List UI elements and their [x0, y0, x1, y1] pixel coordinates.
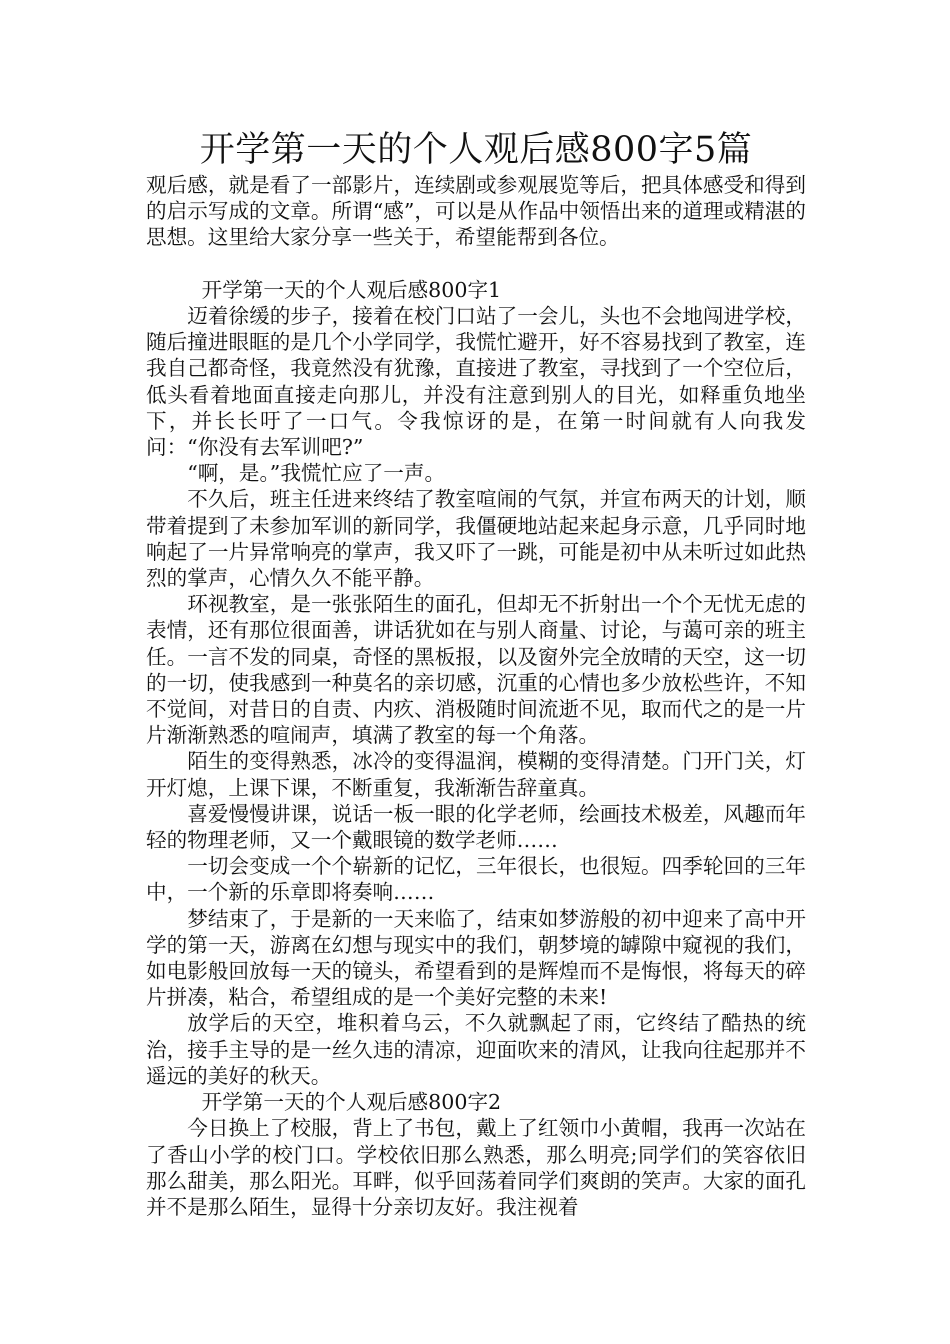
body-paragraph: 一切会变成一个个崭新的记忆，三年很长，也很短。四季轮回的三年中，一个新的乐章即将奏响…… — [146, 854, 806, 905]
document-page — [146, 128, 806, 1220]
body-paragraph: 迈着徐缓的步子，接着在校门口站了一会儿，头也不会地闯进学校，随后撞进眼眶的是几个小学同学，我慌忙避开，好不容易找到了教室，连我自己都奇怪，我竟然没有犹豫，直接进了教室，寻找到了一个空位后，低头看着地面直接走向那儿，并没有注意到别人的目光，如释重负地坐下，并长长吁了一口气。令我惊讶的是，在第一时间就有人向我发问：“你没有去军训吧?” — [146, 304, 806, 460]
section-heading-2: 开学第一天的个人观后感800字2 — [201, 1090, 502, 1115]
body-paragraph: 梦结束了，于是新的一天来临了，结束如梦游般的初中迎来了高中开学的第一天，游离在幻想与现实中的我们，朝梦境的罅隙中窥视的我们，如电影般回放每一天的镜头，希望看到的是辉煌而不是悔恨，将每天的碎片拼凑，粘合，希望组成的是一个美好完整的未来! — [146, 906, 806, 1010]
body-paragraph: 喜爱慢慢讲课，说话一板一眼的化学老师，绘画技术极差，风趣而年轻的物理老师，又一个戴眼镜的数学老师…… — [146, 801, 806, 853]
document-title: 开学第一天的个人观后感800字5篇 — [199, 130, 753, 170]
body-paragraph: 不久后，班主任进来终结了教室喧闹的气氛，并宣布两天的计划，顺带着提到了未参加军训的新同学，我僵硬地站起来起身示意，几乎同时地响起了一片异常响亮的掌声，我又吓了一跳，可能是初中从未听过如此热烈的掌声，心情久久不能平静。 — [146, 487, 806, 591]
body-paragraph: “啊，是。”我慌忙应了一声。 — [187, 461, 446, 486]
blank-line — [146, 251, 806, 277]
body-paragraph: 环视教室，是一张张陌生的面孔，但却无不折射出一个个无忧无虑的表情，还有那位很面善，讲话犹如在与别人商量、讨论，与蔼可亲的班主任。一言不发的同桌，奇怪的黑板报，以及窗外完全放晴的天空，这一切的一切，使我感到一种莫名的亲切感，沉重的心情也多少放松些许，不知不觉间，对昔日的自责、内疚、消极随时间流逝不见，取而代之的是一片片渐渐熟悉的喧闹声，填满了教室的每一个角落。 — [146, 592, 806, 748]
section-heading-1: 开学第一天的个人观后感800字1 — [201, 277, 502, 302]
intro-paragraph: 观后感，就是看了一部影片，连续剧或参观展览等后，把具体感受和得到的启示写成的文章。所谓“感”，可以是从作品中领悟出来的道理或精湛的思想。这里给大家分享一些关于，希望能帮到各位。 — [146, 173, 806, 250]
body-paragraph: 今日换上了校服，背上了书包，戴上了红领巾小黄帽，我再一次站在了香山小学的校门口。学校依旧那么熟悉，那么明亮;同学们的笑容依旧那么甜美，那么阳光。耳畔，似乎回荡着同学们爽朗的笑声。大家的面孔并不是那么陌生，显得十分亲切友好。我注视着 — [146, 1116, 806, 1219]
body-paragraph: 放学后的天空，堆积着乌云，不久就飘起了雨，它终结了酷热的统治，接手主导的是一丝久违的清凉，迎面吹来的清风，让我向往起那并不遥远的美好的秋天。 — [146, 1011, 806, 1088]
body-paragraph: 陌生的变得熟悉，冰冷的变得温润，模糊的变得清楚。门开门关，灯开灯熄，上课下课，不断重复，我渐渐告辞童真。 — [146, 749, 806, 800]
